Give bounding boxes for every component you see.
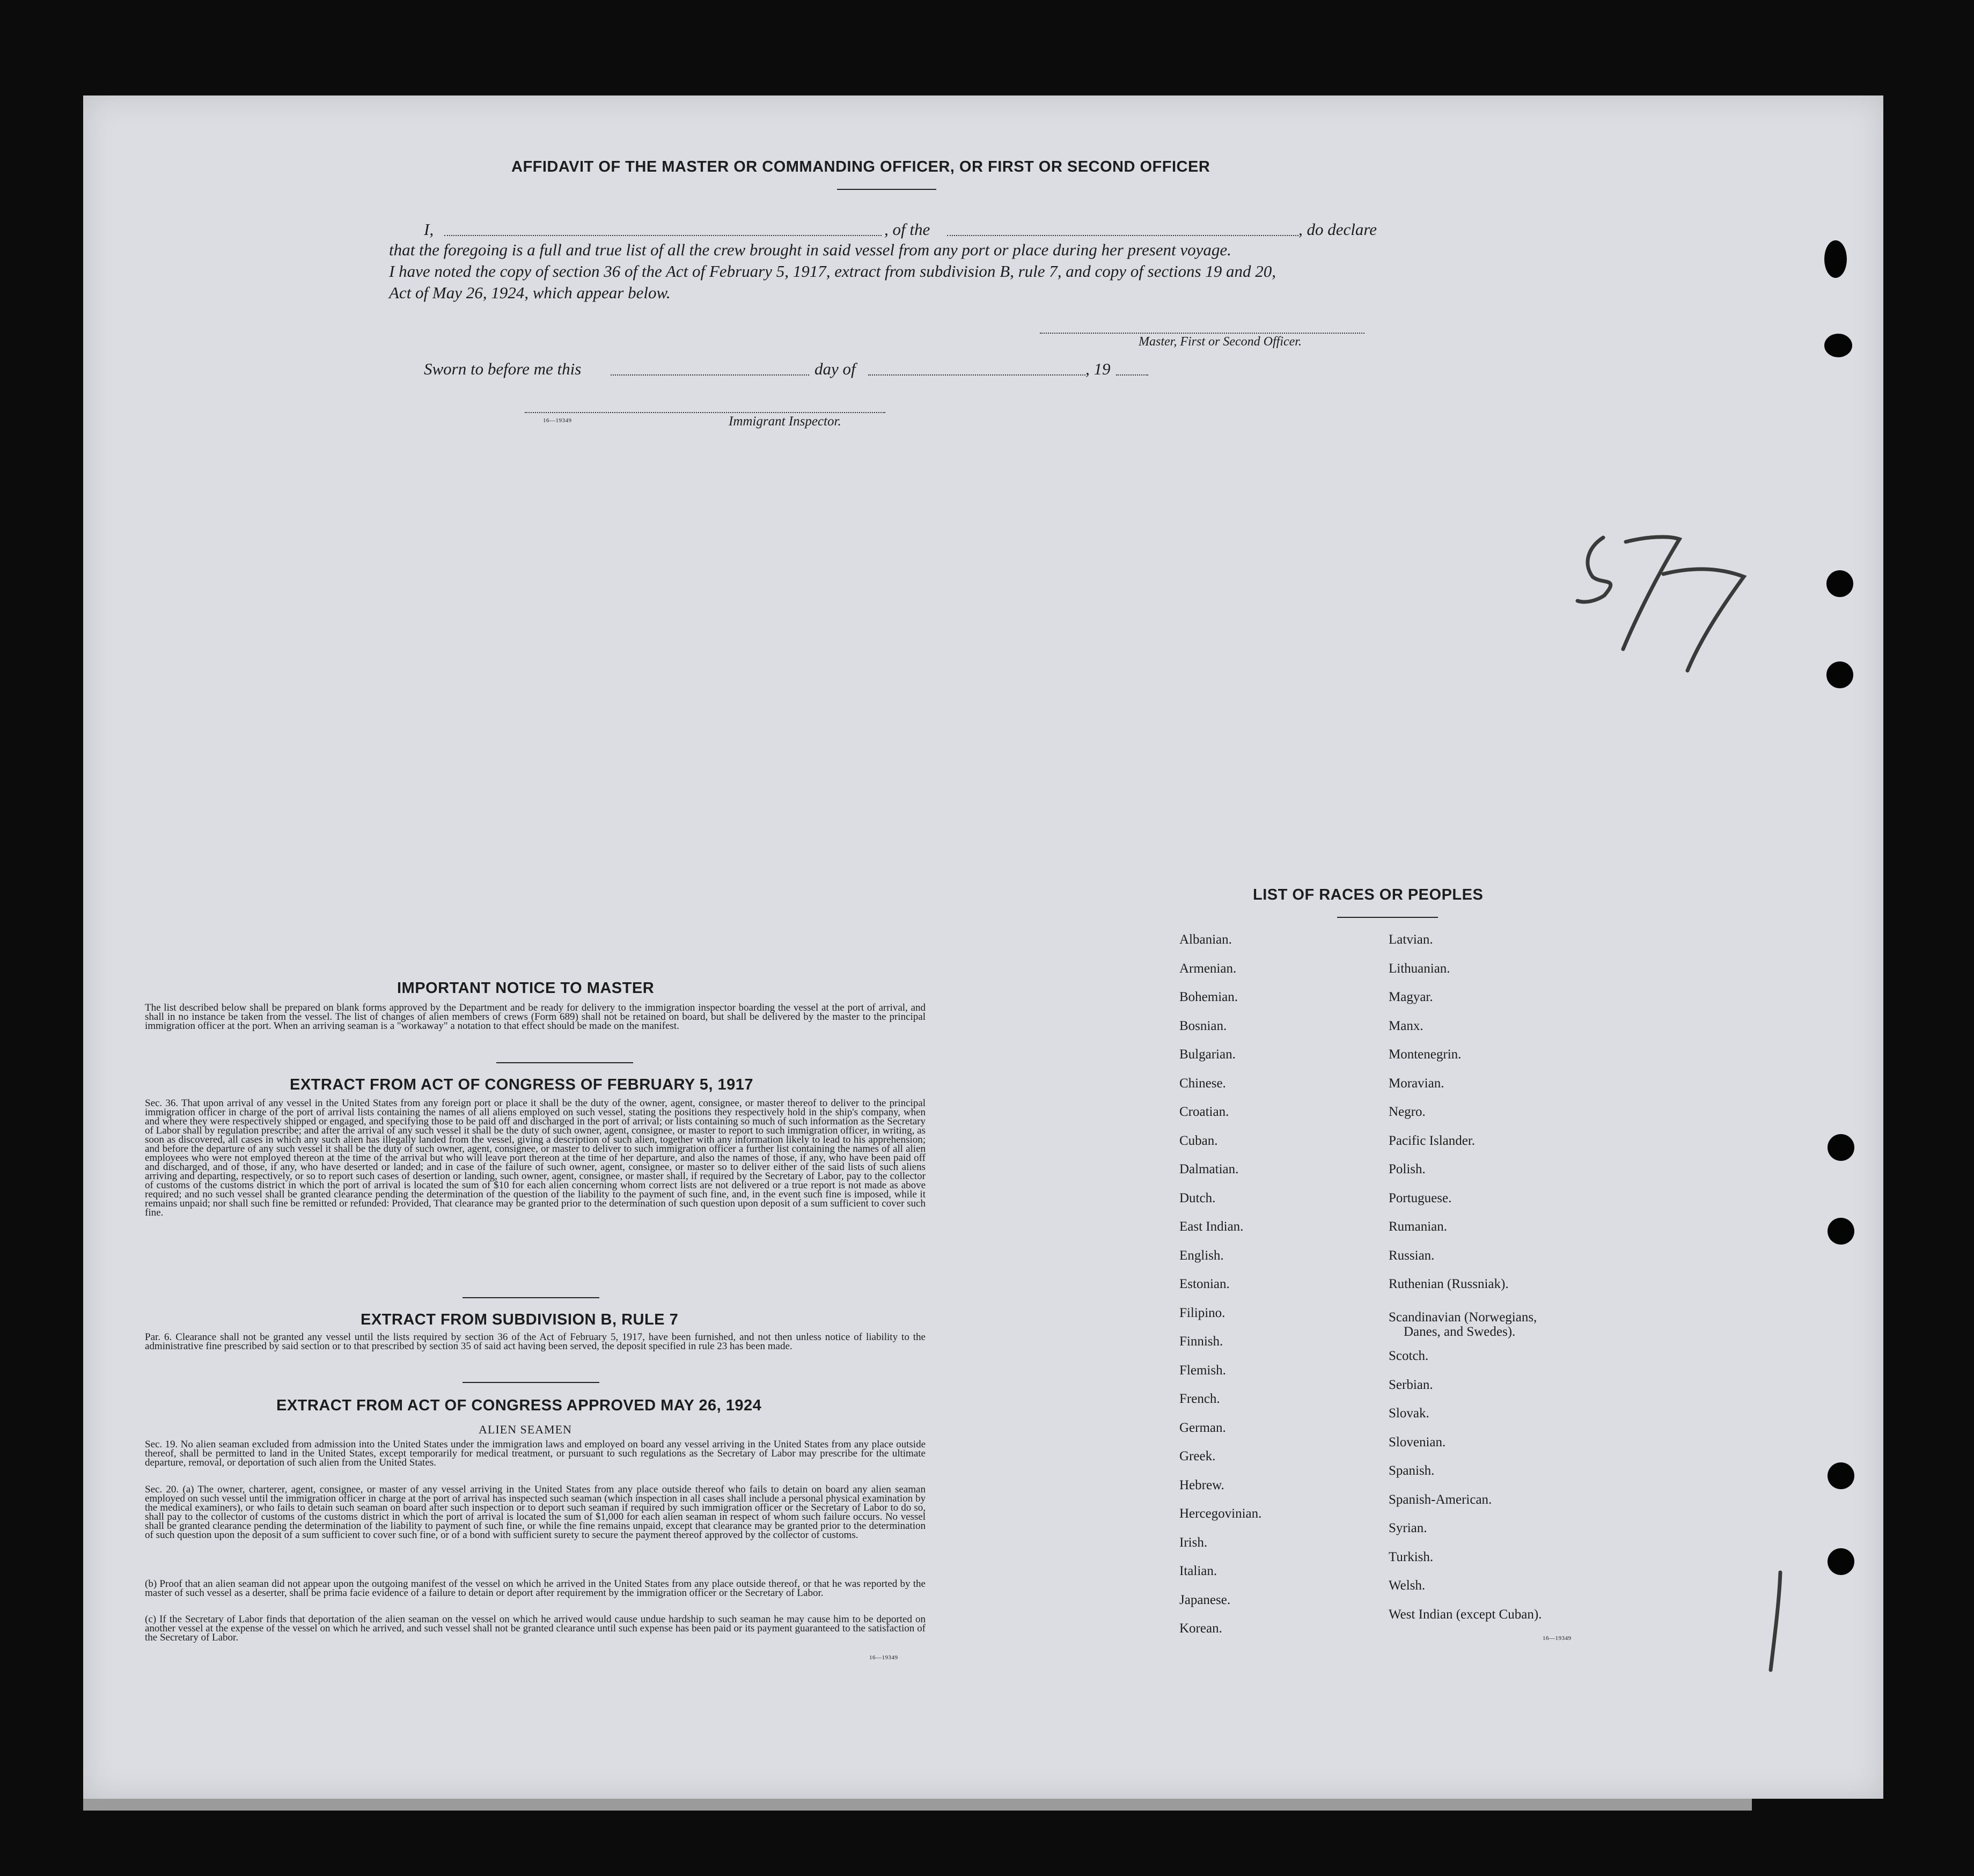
race-item: Filipino. [1179,1306,1226,1320]
inspector-signature-line [525,412,885,413]
alien-seamen-subtitle: ALIEN SEAMEN [479,1423,572,1436]
race-item: Negro. [1389,1105,1426,1119]
extract-form-number: 16—19349 [869,1654,898,1661]
rule-7-body: Par. 6. Clearance shall not be granted any vessel until the lists required by section 36 of the Act of February 5, 1917, have been furnished, and not then unless notice of liability to the administrative fine prescribed by said section or to that prescribed by section 35 of said act having been served, the deposit specified in rule 23 has been made. [145,1331,926,1352]
page-edge-shadow [83,1799,1752,1811]
punch-hole [1826,570,1853,597]
year-blank [1116,374,1148,376]
race-item: Japanese. [1179,1593,1231,1607]
race-item: Bulgarian. [1179,1047,1236,1062]
race-item: Rumanian. [1389,1219,1448,1234]
race-item: Slovenian. [1389,1435,1446,1450]
race-item: Korean. [1179,1621,1222,1636]
vessel-blank [947,235,1298,236]
punch-hole [1824,240,1847,278]
race-item: Scotch. [1389,1349,1429,1363]
sec-20c-body: (c) If the Secretary of Labor finds that deportation of the alien seaman on the vessel on which he arrived would cause undue hardship to such seaman he may cause him to be deported on another vessel at the expense of the vessel on which he arrived, and such vessel shall not be granted clearance until such expense has been paid or its payment guaranteed to the satisfaction of the Secretary of Labor. [145,1614,926,1643]
race-item: German. [1179,1421,1226,1435]
race-item: Manx. [1389,1019,1423,1033]
day-of-label: day of [814,359,856,378]
affidavit-line-3: I have noted the copy of section 36 of the Act of February 5, 1917, extract from subdivision B, rule 7, and copy of sections 19 and 20, [389,262,1276,281]
punch-hole [1828,1134,1854,1161]
race-item: West Indian (except Cuban). [1389,1607,1542,1622]
affidavit-do-declare: , do declare [1298,220,1377,239]
extract-1917-body: Sec. 36. That upon arrival of any vessel in the United States from any foreign port or place it shall be the duty of the owner, agent, consignee, or master thereof to deliver to the principal immigration officer in charge of the port of arrival lists containing the names of all aliens employed on such vessel, stating the positions they respectively hold in the ship's company, when and where they were respectively shipped or engaged, and specifying those to be paid off and discharged in the port of arrival; or lists containing so much of such information as the Secretary of Labor shall by regulation prescribe; and after the arrival of any such vessel it shall be the duty of such owner, agent, consignee, or master to report to such immigration officer, in writing, as soon as discovered, all cases in which any such alien has illegally landed from the vessel, giving a description of such alien, together with any information likely to lead to his apprehension; and before the departure of any such vessel it shall be the duty of such owner, agent, consignee, or master to deliver to such immigration officer a further list containing the names of all alien employees who were not employed thereon at the time of the arrival but who will leave port thereon at the time of her departure, and also the names of those, if any, who have been paid off and discharged, and of those, if any, who have deserted or landed; and in case of the failure of such owner, agent, consignee, or master so to deliver either of the said lists of such aliens arriving and departing, respectively, or so to report such cases of desertion or landing, such owner, agent, consignee, or master shall, if required by the Secretary of Labor, pay to the collector of customs of the customs district in which the port of arrival is located the sum of $10 for each alien concerning whom correct lists are not delivered or a true report is not made as above required; and no such vessel shall be granted clearance pending the determination of the question of the liability to the payment of such fine, and, in the event such fine is imposed, while it remains unpaid; nor shall such fine be remitted or refunded: Provided, That clearance may be granted prior to the determination of such question upon deposit of a sum sufficient to cover such fine. [145,1098,926,1218]
race-item: Scandinavian (Norwegians, [1389,1310,1537,1325]
race-item: Serbian. [1389,1378,1433,1392]
races-divider [1337,917,1438,918]
punch-hole [1828,1548,1854,1575]
race-item: Hebrew. [1179,1478,1224,1492]
race-item: Syrian. [1389,1521,1427,1535]
punch-hole [1828,1218,1854,1245]
race-item: Croatian. [1179,1105,1229,1119]
race-item: Lithuanian. [1389,961,1450,976]
race-item: Slovak. [1389,1406,1429,1421]
rule-7-title: EXTRACT FROM SUBDIVISION B, RULE 7 [361,1311,679,1328]
manifest-page [83,95,1883,1799]
race-item: Moravian. [1389,1076,1444,1091]
affidavit-title: AFFIDAVIT OF THE MASTER OR COMMANDING OFFICER, OR FIRST OR SECOND OFFICER [511,158,1210,175]
race-item: Dalmatian. [1179,1162,1239,1176]
race-item: Cuban. [1179,1134,1218,1148]
race-item: Armenian. [1179,961,1237,976]
race-item: Portuguese. [1389,1191,1452,1205]
race-item: Danes, and Swedes). [1404,1325,1516,1339]
race-item: Estonian. [1179,1277,1230,1291]
race-item: Ruthenian (Russniak). [1389,1277,1509,1291]
affidavit-form-number: 16—19349 [543,417,572,424]
handwritten-margin-mark [1760,1569,1792,1674]
race-item: Finnish. [1179,1334,1223,1349]
extract-1917-title: EXTRACT FROM ACT OF CONGRESS OF FEBRUARY 5, 1917 [290,1076,754,1093]
affidavit-i-label: I, [424,220,434,239]
notice-body: The list described below shall be prepared on blank forms approved by the Department and be ready for delivery to the immigration inspector boarding the vessel at the port of arrival, and shall in no instance be taken from the vessel. The list of changes of alien members of crews (Form 689) shall not be retained on board, but shall be delivered by the master to the principal immigration officer at the port. When an arriving seaman is a "workaway" a notation to that effect should be made on the manifest. [145,1002,926,1032]
race-item: Chinese. [1179,1076,1226,1091]
handwritten-page-number [1572,526,1792,697]
sec-20b-body: (b) Proof that an alien seaman did not appear upon the outgoing manifest of the vessel on which he arrived in the United States from any place outside thereof, or that he was reported by the master of such vessel as a deserter, shall be prima facie evidence of a failure to detain or deport after requirement by the immigration officer or the Secretary of Labor. [145,1578,926,1599]
year-label: , 19 [1085,359,1111,378]
sec-19-body: Sec. 19. No alien seaman excluded from admission into the United States under the immigration laws and employed on board any vessel arriving in the United States from any place outside thereof, shall be permitted to land in the United States, except temporarily for medical treatment, or pursuant to such regulations as the Secretary of Labor may prescribe for the ultimate departure, removal, or deportation of such alien from the United States. [145,1439,926,1468]
race-item: East Indian. [1179,1219,1244,1234]
races-form-number: 16—19349 [1543,1635,1572,1642]
sec-20a-body: Sec. 20. (a) The owner, charterer, agent, consignee, or master of any vessel arriving in the United States from any place outside thereof who fails to detain on board any alien seaman employed on such vessel until the immigration officer in charge at the port of arrival has inspected such seaman (which inspection in all cases shall include a personal physical examination by the medical examiners), or who fails to detain such seaman on board after such inspection or to deport such seaman if required by such immigration officer or the Secretary of Labor to do so, shall pay to the collector of customs of the customs district in which the port of arrival is located the sum of $1,000 for each alien seaman in respect of whom such failure occurs. No vessel shall be granted clearance pending the determination of the liability to payment of such fine, or while the fine remains unpaid, except that clearance may be granted prior to the determination of such question upon the deposit of a sum sufficient to cover such fine, or of a bond with sufficient surety to secure the payment thereof approved by the collector of customs. [145,1484,926,1541]
race-item: Turkish. [1389,1550,1434,1564]
race-item: Flemish. [1179,1363,1226,1378]
race-item: Bosnian. [1179,1019,1227,1033]
race-item: English. [1179,1248,1224,1263]
race-item: Latvian. [1389,932,1433,947]
punch-hole [1824,334,1852,357]
inspector-caption: Immigrant Inspector. [729,414,841,429]
races-title: LIST OF RACES OR PEOPLES [1253,886,1484,903]
sworn-month-blank [868,374,1085,376]
race-item: French. [1179,1392,1220,1406]
affidavit-line-4: Act of May 26, 1924, which appear below. [389,283,671,302]
race-item: Polish. [1389,1162,1426,1176]
race-item: Spanish. [1389,1463,1435,1478]
race-item: Irish. [1179,1535,1208,1550]
notice-title: IMPORTANT NOTICE TO MASTER [397,980,655,997]
section-divider [463,1297,599,1298]
punch-hole [1828,1462,1854,1489]
punch-hole [1826,661,1853,688]
race-item: Pacific Islander. [1389,1134,1476,1148]
race-item: Greek. [1179,1449,1216,1463]
master-caption: Master, First or Second Officer. [1139,335,1302,349]
race-item: Dutch. [1179,1191,1216,1205]
affidavit-divider [837,189,936,190]
affidavit-line-2: that the foregoing is a full and true list of all the crew brought in said vessel from any port or place during her present voyage. [389,240,1231,259]
race-item: Hercegovinian. [1179,1506,1262,1521]
name-blank [444,235,882,236]
race-item: Montenegrin. [1389,1047,1462,1062]
affidavit-of-the: , of the [884,220,930,239]
race-item: Welsh. [1389,1578,1426,1593]
sworn-label: Sworn to before me this [424,359,582,378]
master-signature-line [1040,333,1364,334]
sworn-day-blank [611,374,809,376]
section-divider [496,1062,633,1063]
race-item: Italian. [1179,1564,1217,1578]
race-item: Magyar. [1389,990,1433,1004]
extract-1924-title: EXTRACT FROM ACT OF CONGRESS APPROVED MAY 26, 1924 [276,1397,762,1414]
race-item: Bohemian. [1179,990,1238,1004]
race-item: Spanish-American. [1389,1492,1492,1507]
section-divider [463,1382,599,1383]
race-item: Albanian. [1179,932,1232,947]
race-item: Russian. [1389,1248,1435,1263]
